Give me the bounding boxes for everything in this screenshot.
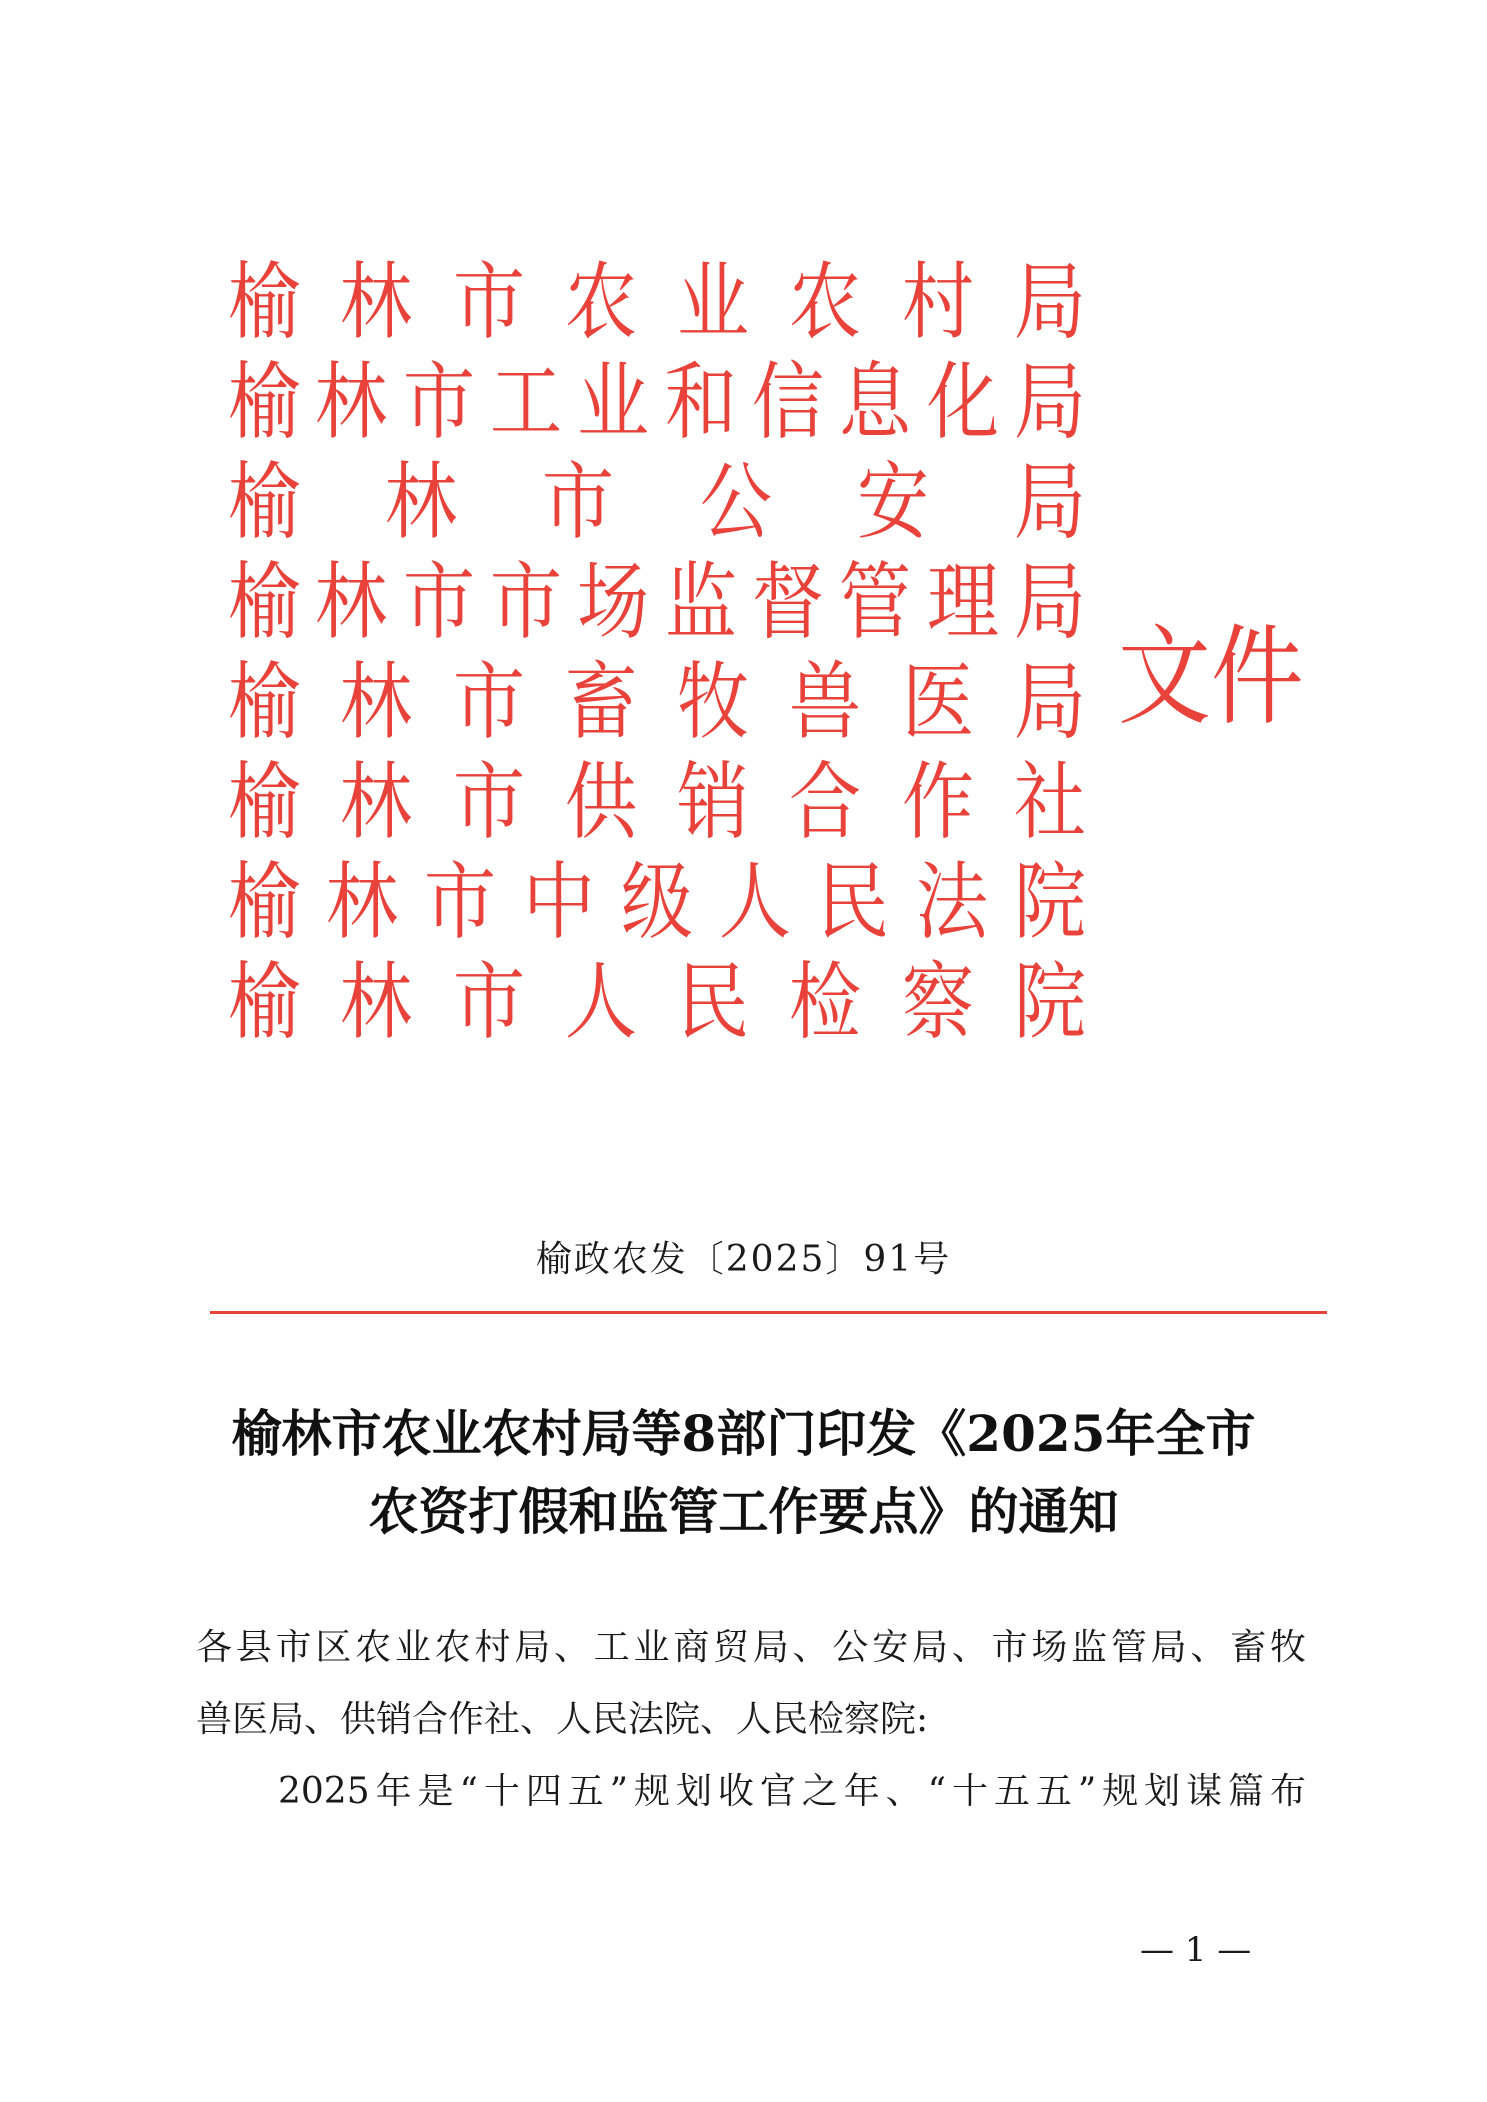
document-body bbox=[196, 1612, 1306, 1828]
letterhead-char: 和 bbox=[664, 353, 737, 451]
letterhead-char: 民 bbox=[677, 953, 750, 1051]
letterhead-char: 监 bbox=[664, 553, 737, 651]
letterhead-char: 市 bbox=[489, 553, 563, 651]
letterhead-char: 市 bbox=[452, 753, 525, 851]
letterhead-char: 人 bbox=[719, 853, 792, 951]
letterhead-char: 林 bbox=[326, 853, 399, 951]
letterhead-char: 林 bbox=[340, 753, 413, 851]
letterhead-char: 理 bbox=[926, 553, 999, 651]
letterhead-char: 作 bbox=[901, 753, 974, 851]
letterhead-char: 林 bbox=[385, 453, 458, 551]
letterhead-org-line bbox=[222, 352, 1092, 452]
letterhead-char: 市 bbox=[452, 953, 525, 1051]
letterhead-char: 察 bbox=[901, 953, 974, 1051]
letterhead-char: 供 bbox=[564, 753, 637, 851]
letterhead-char: 息 bbox=[839, 353, 912, 451]
letterhead-suffix: 文件 bbox=[1118, 615, 1304, 740]
letterhead-char: 林 bbox=[315, 353, 388, 451]
document-number: 榆政农发〔2025〕91号 bbox=[535, 1239, 952, 1280]
letterhead-char: 管 bbox=[839, 553, 912, 651]
letterhead-org-line bbox=[222, 252, 1092, 352]
letterhead-char: 榆 bbox=[227, 253, 301, 351]
letterhead-char: 林 bbox=[340, 653, 413, 751]
letterhead-char: 院 bbox=[1013, 953, 1087, 1051]
letterhead-org-line bbox=[222, 952, 1092, 1052]
letterhead-char: 业 bbox=[577, 353, 650, 451]
letterhead-char: 农 bbox=[564, 253, 637, 351]
letterhead-char: 林 bbox=[340, 253, 413, 351]
letterhead-char: 林 bbox=[340, 953, 413, 1051]
letterhead-char: 信 bbox=[751, 353, 825, 451]
letterhead-char: 业 bbox=[677, 253, 750, 351]
letterhead-char: 级 bbox=[620, 853, 694, 951]
letterhead-char: 畜 bbox=[564, 653, 637, 751]
page-number: — 1 — bbox=[1140, 1930, 1252, 1970]
letterhead-org-line bbox=[222, 452, 1092, 552]
letterhead-char: 合 bbox=[789, 753, 862, 851]
recipients-line-2: 兽医局、供销合作社、人民法院、人民检察院: bbox=[196, 1699, 929, 1740]
letterhead-char: 市 bbox=[452, 653, 525, 751]
letterhead-orgs bbox=[222, 252, 1092, 1052]
letterhead-char: 公 bbox=[699, 453, 772, 551]
title-line-2: 农资打假和监管工作要点》的通知 bbox=[368, 1482, 1119, 1541]
letterhead-char: 市 bbox=[542, 453, 615, 551]
letterhead-char: 榆 bbox=[227, 653, 301, 751]
letterhead-char: 检 bbox=[789, 953, 862, 1051]
recipients-line-1: 各县市区农业农村局、工业商贸局、公安局、市场监管局、畜牧 bbox=[196, 1627, 1306, 1668]
letterhead-org-line bbox=[222, 652, 1092, 752]
paragraph-1-line-1: 2025年是“十四五”规划收官之年、“十五五”规划谋篇布 bbox=[278, 1771, 1306, 1812]
letterhead-char: 榆 bbox=[227, 953, 301, 1051]
letterhead-char: 督 bbox=[751, 553, 825, 651]
letterhead-char: 兽 bbox=[789, 653, 862, 751]
letterhead-char: 局 bbox=[1013, 453, 1087, 551]
letterhead-char: 市 bbox=[424, 853, 497, 951]
letterhead-char: 局 bbox=[1013, 653, 1087, 751]
letterhead-char: 市 bbox=[452, 253, 525, 351]
letterhead-char: 林 bbox=[315, 553, 388, 651]
letterhead-char: 市 bbox=[402, 353, 475, 451]
letterhead-char: 牧 bbox=[677, 653, 750, 751]
red-divider-line bbox=[210, 1311, 1327, 1314]
letterhead-char: 榆 bbox=[227, 553, 301, 651]
letterhead-char: 榆 bbox=[227, 453, 301, 551]
letterhead-char: 村 bbox=[901, 253, 974, 351]
letterhead-char: 人 bbox=[564, 953, 637, 1051]
letterhead-char: 医 bbox=[901, 653, 974, 751]
letterhead-char: 局 bbox=[1013, 553, 1087, 651]
letterhead-char: 榆 bbox=[227, 353, 301, 451]
letterhead-char: 销 bbox=[677, 753, 750, 851]
letterhead-char: 安 bbox=[856, 453, 929, 551]
letterhead-char: 工 bbox=[489, 353, 563, 451]
letterhead-char: 农 bbox=[789, 253, 862, 351]
letterhead-org-line bbox=[222, 752, 1092, 852]
letterhead-char: 化 bbox=[926, 353, 999, 451]
letterhead-org-line bbox=[222, 552, 1092, 652]
document-title bbox=[180, 1395, 1307, 1551]
letterhead-char: 民 bbox=[817, 853, 890, 951]
letterhead-char: 场 bbox=[577, 553, 650, 651]
letterhead-char: 榆 bbox=[227, 753, 301, 851]
letterhead-char: 院 bbox=[1013, 853, 1087, 951]
letterhead-char: 榆 bbox=[227, 853, 301, 951]
letterhead-char: 社 bbox=[1013, 753, 1087, 851]
title-line-1: 榆林市农业农村局等8部门印发《2025年全市 bbox=[231, 1404, 1256, 1463]
letterhead-char: 市 bbox=[402, 553, 475, 651]
letterhead-char: 局 bbox=[1013, 253, 1087, 351]
letterhead-char: 法 bbox=[915, 853, 988, 951]
letterhead-char: 局 bbox=[1013, 353, 1087, 451]
letterhead-char: 中 bbox=[522, 853, 595, 951]
letterhead-org-line bbox=[222, 852, 1092, 952]
